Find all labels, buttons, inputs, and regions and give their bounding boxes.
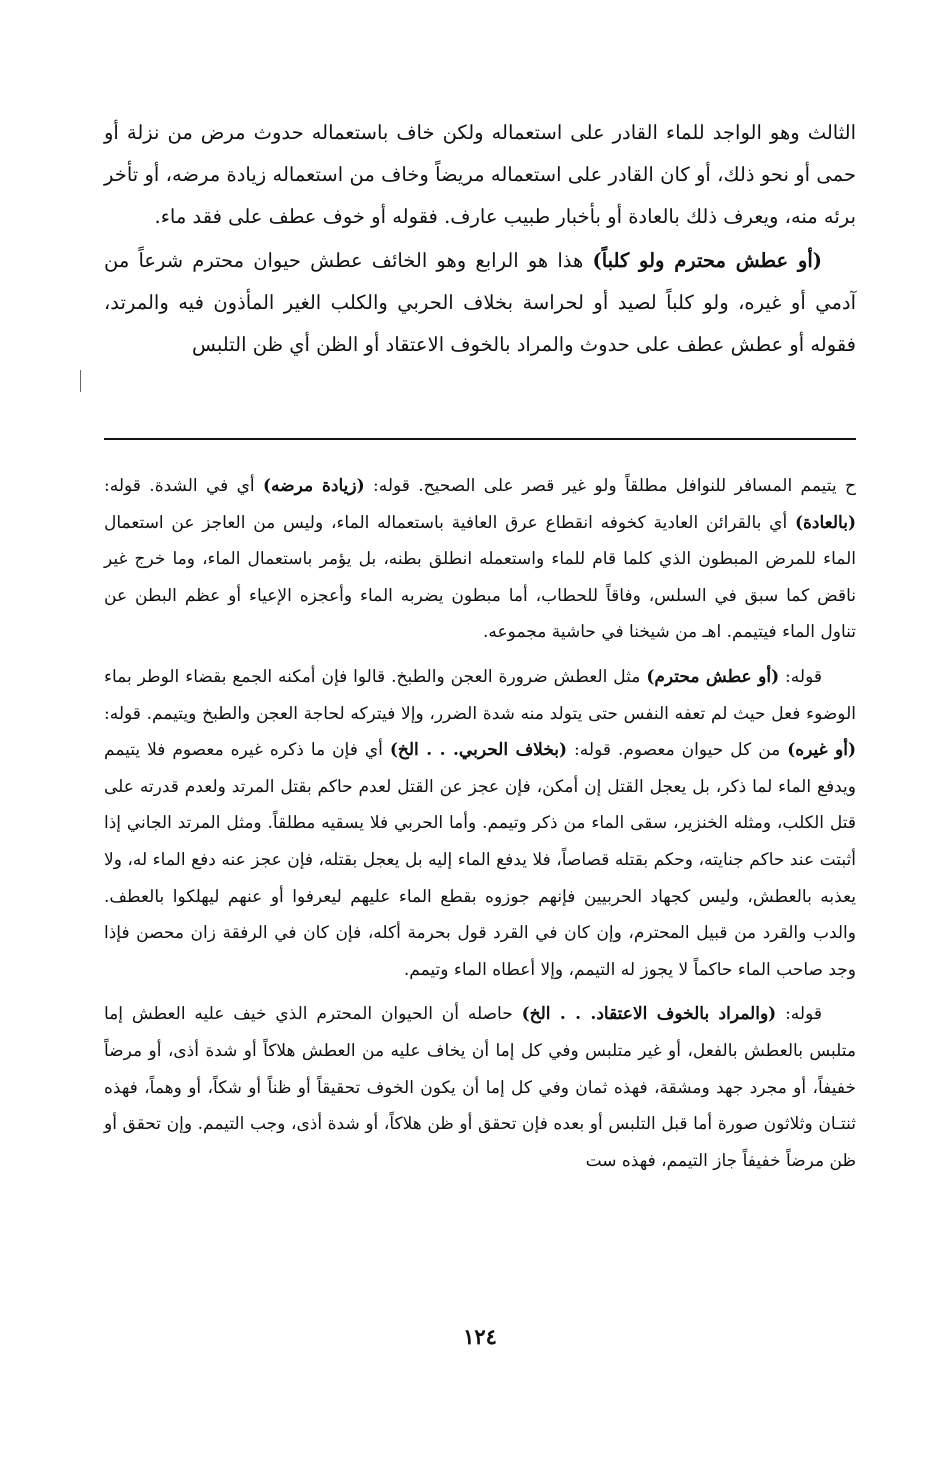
note-text: مثل العطش ضرورة العجن والطبخ. قالوا فإن أمكنه الجمع بقضاء الوطر بماء الوضوء فعل حيث لم تعفه النفس حتى يتولد منه شدة الضرر، وإلا فيتركه لحاجة العجن والطبخ ويتيمم. قوله: <box>104 666 856 724</box>
main-paragraph-1: الثالث وهو الواجد للماء القادر على استعماله ولكن خاف باستعماله حدوث مرض من نزلة أو حمى أو نحو ذلك، أو كان القادر على استعماله مريضاً وخاف من استعماله زيادة مرضه، أو تأخر برئه منه، ويعرف ذلك بالعادة أو بأخبار طبيب عارف. فقوله أو خوف عطف على فقد ماء. <box>104 121 856 228</box>
main-paragraph-2 <box>104 240 856 366</box>
note-quote: (بخلاف الحربي. . . الخ) <box>389 740 568 761</box>
note-text: أي فإن ما ذكره غيره معصوم فلا يتيمم ويدفع الماء لما ذكر، بل يعجل القتل إن أمكن، فإن عجز عن القتل لعدم حاكم بقتل المرتد ولعدم قدرته على قتل الكلب، ومثله الخنزير، سقى الماء من ذكر وتيمم. وأما الحربي فلا يسقيه مطلقاً. ومثل المرتد الجاني إذا أثبتت عند حاكم جنايته، وحكم بقتله قصاصاً، فلا يدفع الماء إليه بل يعجل بقتله، فإن عجز عنه دفع الماء له، ولا يعذبه بالعطش، وليس كجهاد الحربيين فإنهم جوزوه بقطع الماء عليهم ليعرفوا أو عنهم ليهلكوا بالعطف. والدب والقرد من قبيل المحترم، وإن كان في القرد قول بحرمة أكله، فإن كان في الرفقة زان محصن فإذا وجد صاحب الماء حاكماً لا يجوز له التيمم، وإلا أعطاه الماء وتيمم. <box>104 740 856 980</box>
note-text: أي بالقرائن العادية كخوفه انقطاع عرق العافية باستعماله الماء، وليس من العاجز عن استعمال الماء للمرض المبطون الذي كلما قام للماء واستعمله انطلق بطنه، بل يؤمر باستعمال الماء، وما خرج غير ناقض كما سبق في السلس، وفاقاً للحطاب، أما مبطون يضربه الماء وأعجزه الإعياء أو عظم البطن عن تناول الماء فيتيمم. اهـ من شيخنا في حاشية مجموعه. <box>104 512 856 643</box>
note-quote: (أو عطش محترم) <box>646 666 780 687</box>
footnote-paragraph-2 <box>104 659 856 988</box>
note-text: حاصله أن الحيوان المحترم الذي خيف عليه العطش إما متلبس بالعطش بالفعل، أو غير متلبس وفي كل إما أن يخاف عليه من العطش هلاكاً أو شدة أذى، أو مرضاً خفيفاً، أو مجرد جهد ومشقة، فهذه ثمان وفي كل إما أن يكون الخوف تحقيقاً أو ظناً أو شكاً، أو وهماً، فهذه ثنتـان وثلاثون صورة أما قبل التلبس أو بعده فإن تحقق أو ظن هلاكاً، أو شدة أذى، وجب التيمم. وإن تحقق أو ظن مرضاً خفيفاً جاز التيمم، فهذه ست <box>104 1004 856 1171</box>
footnote-paragraph-3 <box>104 996 856 1179</box>
note-text: قوله: <box>779 666 822 687</box>
margin-mark <box>80 370 81 392</box>
page-number: ١٢٤ <box>463 1324 497 1349</box>
footnote-paragraph-1 <box>104 468 856 651</box>
note-quote: (والمراد بالخوف الاعتقاد. . . الخ) <box>521 1004 777 1025</box>
note-text: ح يتيمم المسافر للنوافل مطلقاً ولو غير قصر على الصحيح. قوله: <box>364 476 857 496</box>
note-quote: (بالعادة) <box>794 512 856 533</box>
note-text: من كل حيوان معصوم. قوله: <box>567 740 788 761</box>
note-text: أي في الشدة. قوله: <box>104 476 264 496</box>
main-paragraph-2-text: هذا هو الرابع وهو الخائف عطش حيوان محترم شرعاً من آدمي أو غيره، ولو كلباً لصيد أو لحراسة بخلاف الحربي والكلب الغير المأذون فيه والمرتد، فقوله أو عطش عطف على حدوث والمراد بالخوف الاعتقاد أو الظن أي ظن التلبس <box>104 249 856 356</box>
note-quote: (زيادة مرضه) <box>263 476 365 496</box>
note-text: قوله: <box>776 1004 822 1025</box>
main-text <box>104 112 856 366</box>
note-quote: (أو غيره) <box>787 740 857 761</box>
main-quote-bold: (أو عطش محترم ولو كلباً) <box>592 249 822 272</box>
book-page <box>104 112 856 1352</box>
footnotes <box>104 468 856 1179</box>
footnote-divider <box>104 438 856 440</box>
